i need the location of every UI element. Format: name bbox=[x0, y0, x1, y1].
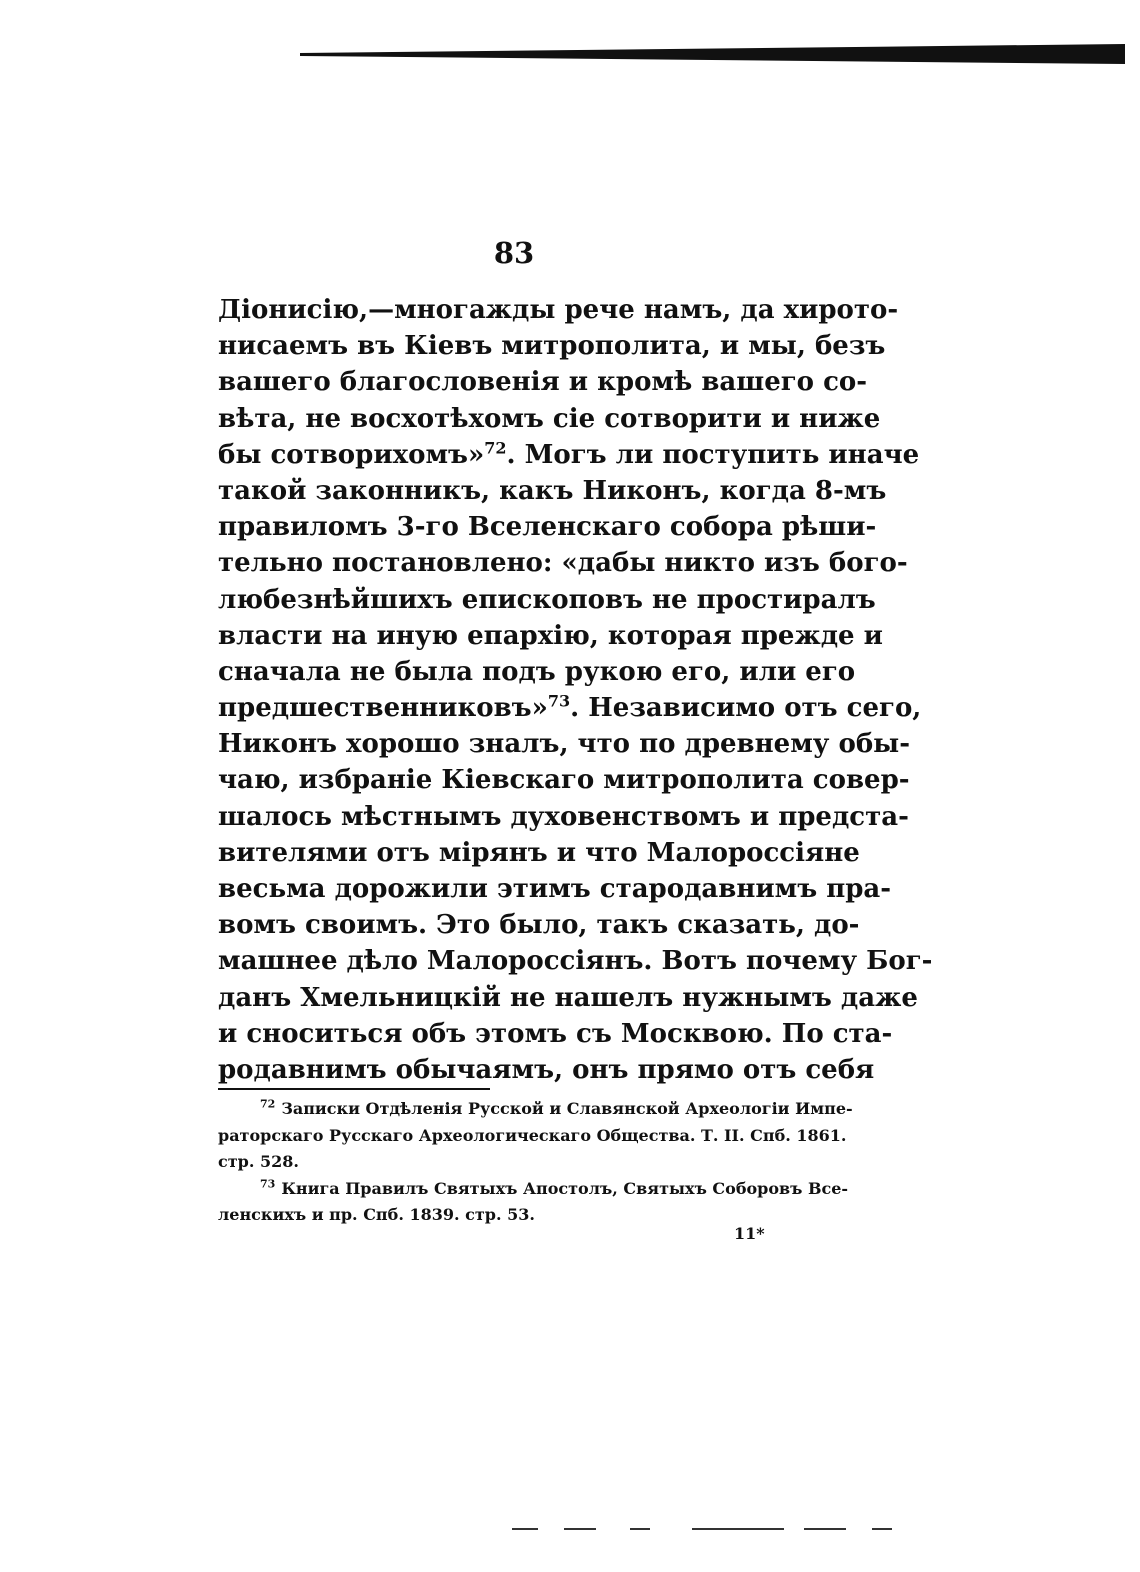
top-rule bbox=[300, 44, 1125, 64]
text-line: шалось мѣстнымъ духовенствомъ и предста- bbox=[218, 801, 909, 832]
text-line: вомъ своимъ. Это было, такъ сказать, до- bbox=[218, 910, 860, 941]
footnote-line: стр. 528. bbox=[218, 1152, 299, 1171]
text-fragment: . Могъ ли поступить иначе bbox=[506, 439, 920, 470]
text-line: данъ Хмельницкій не нашелъ нужнымъ даже bbox=[218, 982, 918, 1013]
footnote-mark: 73 bbox=[260, 1177, 276, 1191]
text-line: Діонисію,—многажды рече намъ, да хирото- bbox=[218, 295, 899, 325]
text-line: сначала не была подъ рукою его, или его bbox=[218, 656, 856, 687]
text-line: вѣта, не восхотѣхомъ сіе сотворити и ниже bbox=[218, 403, 881, 434]
text-line: вашего благословенія и кромѣ вашего со- bbox=[218, 367, 868, 398]
text-line: вителями отъ мірянъ и что Малороссіяне bbox=[218, 837, 860, 868]
footnote-text: Книга Правилъ Святыхъ Апостолъ, Святыхъ Соборовъ Все- bbox=[281, 1178, 849, 1198]
text-line bbox=[218, 690, 922, 726]
footnotes bbox=[218, 1096, 853, 1229]
text-line: и сноситься объ этомъ съ Москвою. По ста- bbox=[218, 1018, 893, 1049]
footnote-reference: 72 bbox=[484, 438, 507, 458]
text-line: машнее дѣло Малороссіянъ. Вотъ почему Бог- bbox=[218, 946, 933, 977]
footnote-mark: 72 bbox=[260, 1097, 276, 1111]
page-number: 83 bbox=[493, 236, 535, 270]
text-fragment: бы сотворихомъ» bbox=[218, 439, 485, 470]
footnote-separator bbox=[218, 1088, 490, 1090]
footnote-line bbox=[218, 1096, 853, 1123]
text-line: нисаемъ въ Кіевъ митрополита, и мы, безъ bbox=[218, 331, 886, 362]
text-line: правиломъ 3-го Вселенскаго собора рѣши- bbox=[218, 512, 877, 543]
text-fragment: . Независимо отъ сего, bbox=[570, 693, 922, 724]
text-fragment: предшественниковъ» bbox=[218, 693, 548, 724]
text-line: родавнимъ обычаямъ, онъ прямо отъ себя bbox=[218, 1054, 875, 1085]
text-line: такой законникъ, какъ Никонъ, когда 8-мъ bbox=[218, 475, 887, 506]
bottom-scan-marks bbox=[0, 1528, 1140, 1532]
footnote-line: раторскаго Русскаго Археологическаго Общества. Т. II. Спб. 1861. bbox=[218, 1125, 847, 1145]
footnote-reference: 73 bbox=[547, 691, 571, 711]
footnote-text: Записки Отдѣленія Русской и Славянской Археологіи Импе- bbox=[281, 1099, 853, 1118]
text-line: Никонъ хорошо зналъ, что по древнему обы- bbox=[218, 729, 911, 760]
footnote-line bbox=[218, 1176, 849, 1203]
signature-mark: 11* bbox=[734, 1224, 765, 1243]
text-line bbox=[218, 437, 920, 473]
footnote-line: ленскихъ и пр. Спб. 1839. стр. 53. bbox=[218, 1205, 535, 1224]
main-text bbox=[218, 292, 933, 1088]
text-line: власти на иную епархію, которая прежде и bbox=[218, 620, 883, 651]
text-line: весьма дорожили этимъ стародавнимъ пра- bbox=[218, 874, 892, 904]
text-line: чаю, избраніе Кіевскаго митрополита совер- bbox=[218, 765, 910, 796]
text-line: любезнѣйшихъ епископовъ не простиралъ bbox=[218, 584, 876, 615]
text-line: тельно постановлено: «дабы никто изъ бого- bbox=[218, 548, 908, 579]
